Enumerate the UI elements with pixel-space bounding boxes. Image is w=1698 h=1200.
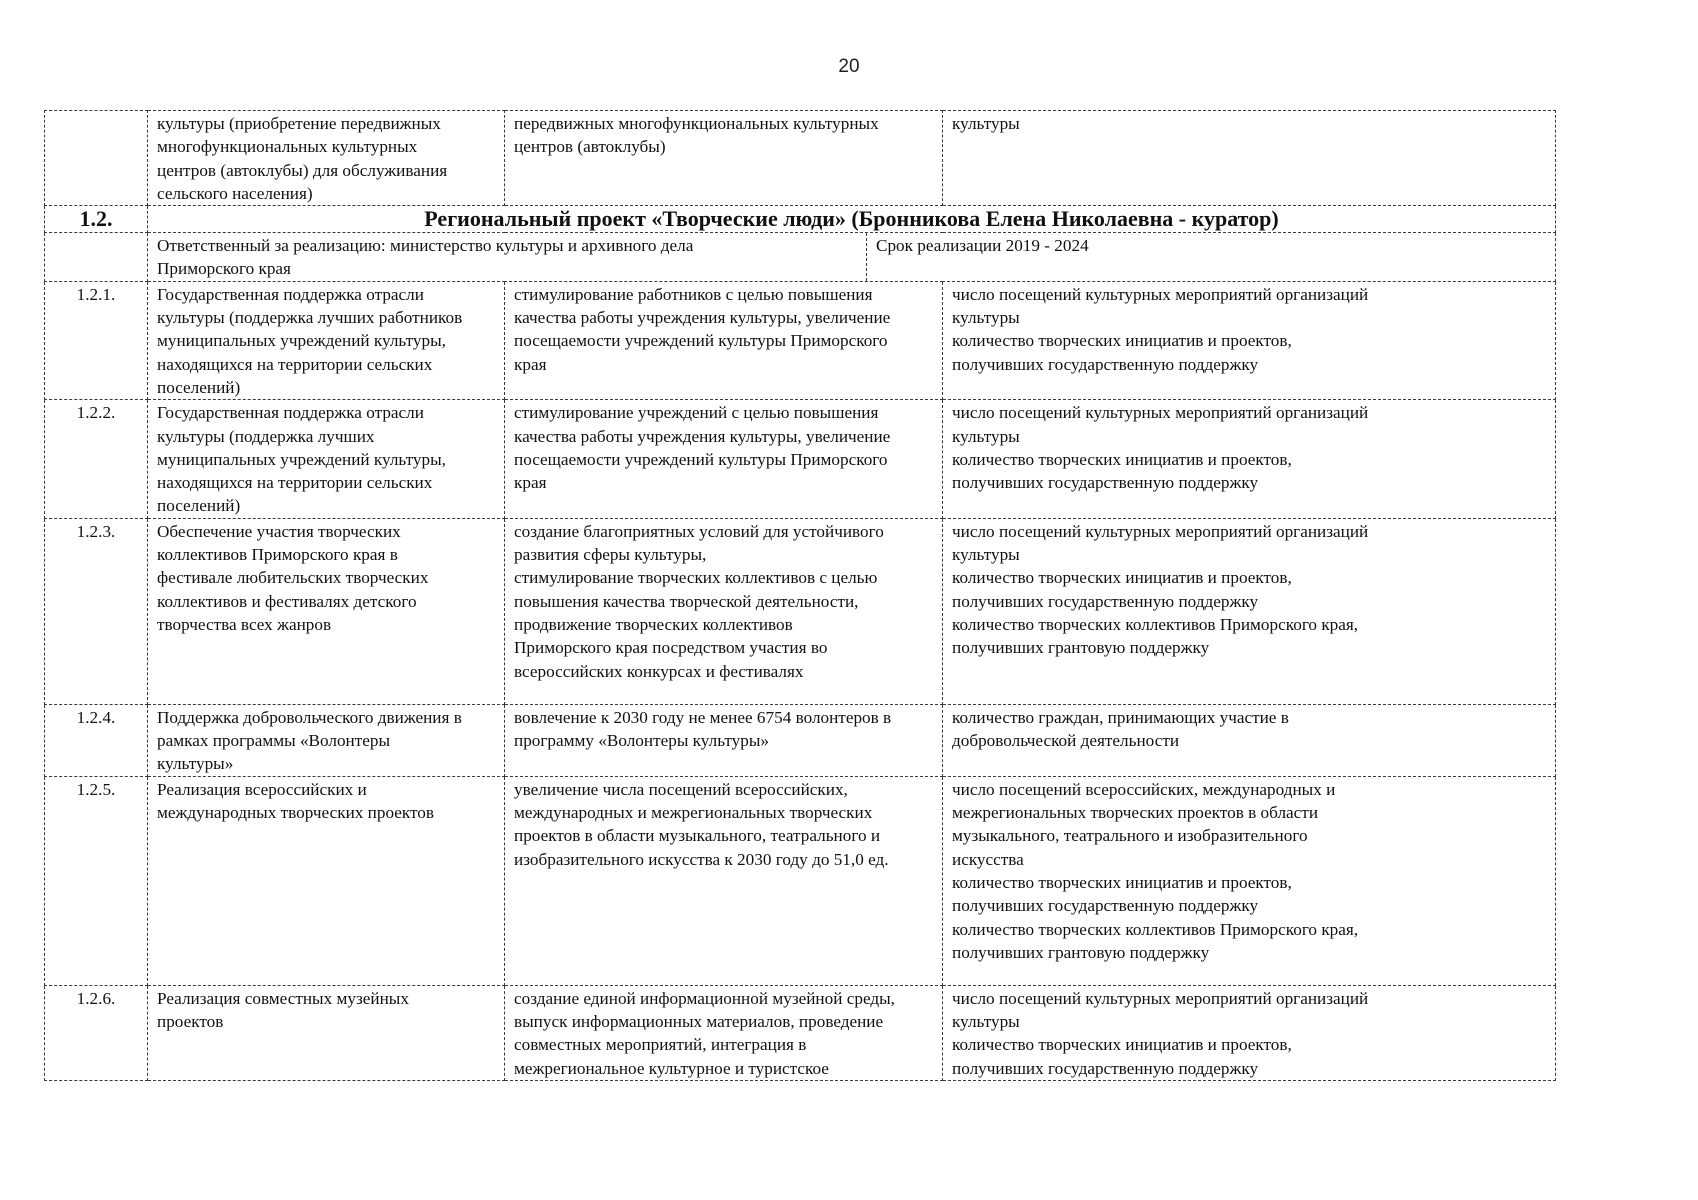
text-line: края [514, 473, 547, 493]
cell-num [45, 233, 148, 282]
text-line: Государственная поддержка отрасли [157, 284, 424, 304]
text-line: сельского населения) [157, 183, 313, 203]
text-line: муниципальных учреждений культуры, [157, 331, 446, 351]
cell-num [45, 111, 148, 206]
table-row [45, 400, 1556, 518]
cell-result [505, 111, 943, 206]
text-line: Приморского края посредством участия во [514, 638, 828, 658]
text-line: международных творческих проектов [157, 803, 434, 823]
text-line: межрегиональное культурное и туристское [514, 1058, 829, 1078]
text-line: повышения качества творческой деятельности, [514, 591, 859, 611]
text-line: стимулирование работников с целью повышения [514, 284, 873, 304]
cell-activity [148, 776, 505, 985]
text-line: культуры [952, 308, 1020, 328]
cell-indicator [943, 985, 1556, 1080]
text-line: культуры» [157, 754, 234, 774]
cell-result [505, 281, 943, 399]
row-number: 1.2.6. [45, 985, 148, 1080]
cell-indicator [943, 518, 1556, 704]
text-line: Обеспечение участия творческих [157, 521, 401, 541]
text-line: Ответственный за реализацию: министерство культуры и архивного дела [157, 236, 694, 256]
text-line: всероссийских конкурсах и фестивалях [514, 661, 804, 681]
text-line: количество творческих коллективов Приморского края, [952, 614, 1359, 634]
text-line: Приморского края [157, 259, 291, 279]
text-line: фестивале любительских творческих [157, 568, 429, 588]
text-line: проектов [157, 1012, 224, 1032]
text-line: получивших государственную поддержку [952, 473, 1259, 493]
text-line: коллективов Приморского края в [157, 545, 398, 565]
row-number: 1.2.4. [45, 704, 148, 776]
text-line: получивших государственную поддержку [952, 896, 1259, 916]
cell-activity [148, 704, 505, 776]
text-line: создание единой информационной музейной среды, [514, 988, 895, 1008]
row-number: 1.2.5. [45, 776, 148, 985]
cell-result [505, 704, 943, 776]
text-line: находящихся на территории сельских [157, 354, 433, 374]
page-number: 20 [838, 56, 860, 77]
cell-activity [148, 111, 505, 206]
cell-activity [148, 400, 505, 518]
text-line: развития сферы культуры, [514, 545, 707, 565]
cell-indicator [943, 704, 1556, 776]
text-line: число посещений культурных мероприятий организаций [952, 403, 1369, 423]
text-line: количество творческих инициатив и проектов, [952, 1035, 1292, 1055]
text-line: посещаемости учреждений культуры Приморского [514, 331, 888, 351]
table-row [45, 518, 1556, 704]
text-line: поселений) [157, 377, 241, 397]
cell-indicator [943, 281, 1556, 399]
row-number: 1.2.1. [45, 281, 148, 399]
text-line: многофункциональных культурных [157, 137, 418, 157]
text-line: получивших государственную поддержку [952, 1058, 1259, 1078]
text-line: качества работы учреждения культуры, увеличение [514, 426, 891, 446]
text-line: проектов в области музыкального, театрального и [514, 826, 881, 846]
text-line: изобразительного искусства к 2030 году до 51,0 ед. [514, 849, 889, 869]
cell-activity [148, 985, 505, 1080]
text-line: число посещений всероссийских, международных и [952, 779, 1336, 799]
section-header-row [45, 206, 1556, 233]
table-row [45, 704, 1556, 776]
text-line: культуры [952, 426, 1020, 446]
text-line: международных и межрегиональных творческих [514, 803, 873, 823]
period-text: Срок реализации 2019 - 2024 [876, 236, 1089, 256]
text-line: продвижение творческих коллективов [514, 614, 793, 634]
table-row [45, 281, 1556, 399]
text-line: культуры (приобретение передвижных [157, 114, 441, 133]
cell-result [505, 776, 943, 985]
text-line: увеличение числа посещений всероссийских, [514, 779, 848, 799]
text-line: получивших грантовую поддержку [952, 638, 1210, 658]
text-line: стимулирование учреждений с целью повышения [514, 403, 879, 423]
section-title: Региональный проект «Творческие люди» (Бронникова Елена Николаевна - куратор) [148, 206, 1556, 233]
text-line: количество граждан, принимающих участие в [952, 707, 1289, 727]
text-line: творчества всех жанров [157, 614, 332, 634]
text-line: Государственная поддержка отрасли [157, 403, 424, 423]
text-line: культуры [952, 1012, 1020, 1032]
text-line: число посещений культурных мероприятий организаций [952, 988, 1369, 1008]
text-line: культуры (поддержка лучших работников [157, 308, 463, 328]
program-table [44, 110, 1556, 1081]
section-number: 1.2. [45, 206, 148, 233]
text-line: музыкального, театрального и изобразительного [952, 826, 1308, 846]
cell-indicator [943, 776, 1556, 985]
text-line: добровольческой деятельности [952, 731, 1180, 751]
text-line: рамках программы «Волонтеры [157, 731, 391, 751]
continuation-row [45, 111, 1556, 206]
text-line: количество творческих инициатив и проектов, [952, 872, 1292, 892]
cell-indicator [943, 400, 1556, 518]
text-line: поселений) [157, 496, 241, 516]
text-line: культуры [952, 114, 1020, 133]
text-line: получивших государственную поддержку [952, 354, 1259, 374]
text-line: создание благоприятных условий для устойчивого [514, 521, 884, 541]
text-line: передвижных многофункциональных культурных [514, 114, 879, 133]
text-line: Реализация всероссийских и [157, 779, 367, 799]
cell-activity [148, 281, 505, 399]
text-line: края [514, 354, 547, 374]
text-line: коллективов и фестивалях детского [157, 591, 417, 611]
text-line: программу «Волонтеры культуры» [514, 731, 769, 751]
text-line: межрегиональных творческих проектов в области [952, 803, 1319, 823]
text-line: количество творческих инициатив и проектов, [952, 331, 1292, 351]
text-line: культуры (поддержка лучших [157, 426, 375, 446]
text-line: совместных мероприятий, интеграция в [514, 1035, 807, 1055]
text-line: культуры [952, 545, 1020, 565]
text-line: число посещений культурных мероприятий организаций [952, 284, 1369, 304]
cell-indicator [943, 111, 1556, 206]
responsible-row [45, 233, 1556, 282]
text-line: Поддержка добровольческого движения в [157, 707, 462, 727]
text-line: качества работы учреждения культуры, увеличение [514, 308, 891, 328]
responsible-cell [148, 233, 1556, 282]
text-line: посещаемости учреждений культуры Приморского [514, 449, 888, 469]
text-line: выпуск информационных материалов, проведение [514, 1012, 884, 1032]
text-line: находящихся на территории сельских [157, 473, 433, 493]
text-line: количество творческих коллективов Приморского края, [952, 919, 1359, 939]
text-line: муниципальных учреждений культуры, [157, 449, 446, 469]
text-line: стимулирование творческих коллективов с целью [514, 568, 878, 588]
text-line: вовлечение к 2030 году не менее 6754 волонтеров в [514, 707, 892, 727]
cell-result [505, 985, 943, 1080]
text-line: искусства [952, 849, 1024, 869]
text-line: количество творческих инициатив и проектов, [952, 449, 1292, 469]
table-row [45, 985, 1556, 1080]
table-row [45, 776, 1556, 985]
text-line: центров (автоклубы) для обслуживания [157, 160, 448, 180]
text-line: получивших государственную поддержку [952, 591, 1259, 611]
text-line: Реализация совместных музейных [157, 988, 409, 1008]
cell-result [505, 518, 943, 704]
cell-result [505, 400, 943, 518]
cell-activity [148, 518, 505, 704]
text-line: число посещений культурных мероприятий организаций [952, 521, 1369, 541]
responsible-text [148, 233, 867, 281]
text-line: количество творческих инициатив и проектов, [952, 568, 1292, 588]
text-line: получивших грантовую поддержку [952, 942, 1210, 962]
row-number: 1.2.3. [45, 518, 148, 704]
row-number: 1.2.2. [45, 400, 148, 518]
text-line: центров (автоклубы) [514, 137, 666, 157]
